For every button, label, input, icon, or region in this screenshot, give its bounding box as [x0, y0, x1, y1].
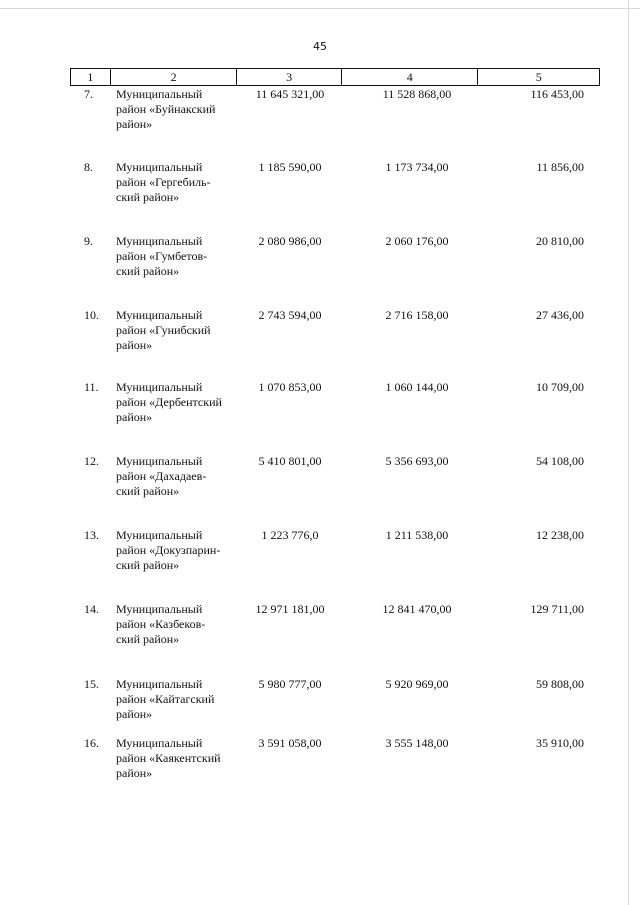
value-col-3: 12 971 181,00 [255, 602, 325, 616]
value-col-3: 3 591 058,00 [258, 736, 322, 750]
value-col-5: 116 453,00 [530, 87, 584, 101]
scan-edge-right [628, 0, 629, 905]
row-number: 8. [84, 160, 93, 174]
table-header [70, 68, 600, 86]
value-col-4: 2 060 176,00 [385, 234, 449, 248]
value-col-3: 1 185 590,00 [258, 160, 322, 174]
page-number: 45 [313, 40, 327, 53]
header-col-4: 4 [342, 69, 478, 85]
table-row [70, 602, 600, 672]
row-number: 16. [84, 736, 99, 750]
value-col-4: 2 716 158,00 [385, 308, 449, 322]
header-col-2: 2 [111, 69, 238, 85]
district-name: Муниципальный район «Каякентский район» [116, 736, 221, 780]
value-col-4: 5 920 969,00 [385, 677, 449, 691]
value-col-5: 59 808,00 [536, 677, 584, 691]
value-col-4: 5 356 693,00 [385, 454, 449, 468]
header-col-3: 3 [237, 69, 342, 85]
table-row [70, 308, 600, 378]
row-number: 13. [84, 528, 99, 542]
table-row [70, 87, 600, 157]
value-col-3: 5 410 801,00 [258, 454, 322, 468]
value-col-4: 1 211 538,00 [385, 528, 449, 542]
district-name: Муниципальный район «Докузпарин- ский район» [116, 528, 221, 572]
value-col-3: 2 743 594,00 [258, 308, 322, 322]
value-col-4: 1 173 734,00 [385, 160, 449, 174]
value-col-4: 3 555 148,00 [385, 736, 449, 750]
value-col-3: 1 223 776,0 [261, 528, 319, 542]
scan-edge-top [0, 8, 640, 9]
value-col-5: 54 108,00 [536, 454, 584, 468]
table-row [70, 380, 600, 450]
value-col-4: 1 060 144,00 [385, 380, 449, 394]
value-col-3: 11 645 321,00 [255, 87, 325, 101]
district-name: Муниципальный район «Дербентский район» [116, 380, 222, 424]
header-col-1: 1 [71, 69, 111, 85]
value-col-5: 27 436,00 [536, 308, 584, 322]
table-row [70, 160, 600, 230]
value-col-5: 11 856,00 [536, 160, 584, 174]
value-col-3: 1 070 853,00 [258, 380, 322, 394]
value-col-5: 10 709,00 [536, 380, 584, 394]
district-name: Муниципальный район «Дахадаев- ский район» [116, 454, 207, 498]
district-name: Муниципальный район «Казбеков- ский район» [116, 602, 206, 646]
district-name: Муниципальный район «Гунибский район» [116, 308, 211, 352]
value-col-3: 2 080 986,00 [258, 234, 322, 248]
value-col-4: 11 528 868,00 [382, 87, 452, 101]
header-col-5: 5 [535, 69, 542, 84]
row-number: 11. [84, 380, 99, 394]
value-col-5: 35 910,00 [536, 736, 584, 750]
table-row [70, 234, 600, 304]
row-number: 12. [84, 454, 99, 468]
district-name: Муниципальный район «Кайтагский район» [116, 677, 215, 721]
district-name: Муниципальный район «Гумбетов- ский район» [116, 234, 208, 278]
district-name: Муниципальный район «Гергебиль- ский район» [116, 160, 211, 204]
row-number: 14. [84, 602, 99, 616]
table-row [70, 454, 600, 524]
value-col-5: 12 238,00 [536, 528, 584, 542]
row-number: 15. [84, 677, 99, 691]
value-col-4: 12 841 470,00 [382, 602, 452, 616]
row-number: 9. [84, 234, 93, 248]
value-col-3: 5 980 777,00 [258, 677, 322, 691]
row-number: 7. [84, 87, 93, 101]
value-col-5: 129 711,00 [530, 602, 584, 616]
district-name: Муниципальный район «Буйнакский район» [116, 87, 216, 131]
table-row [70, 736, 600, 806]
row-number: 10. [84, 308, 99, 322]
value-col-5: 20 810,00 [536, 234, 584, 248]
table-row [70, 528, 600, 598]
